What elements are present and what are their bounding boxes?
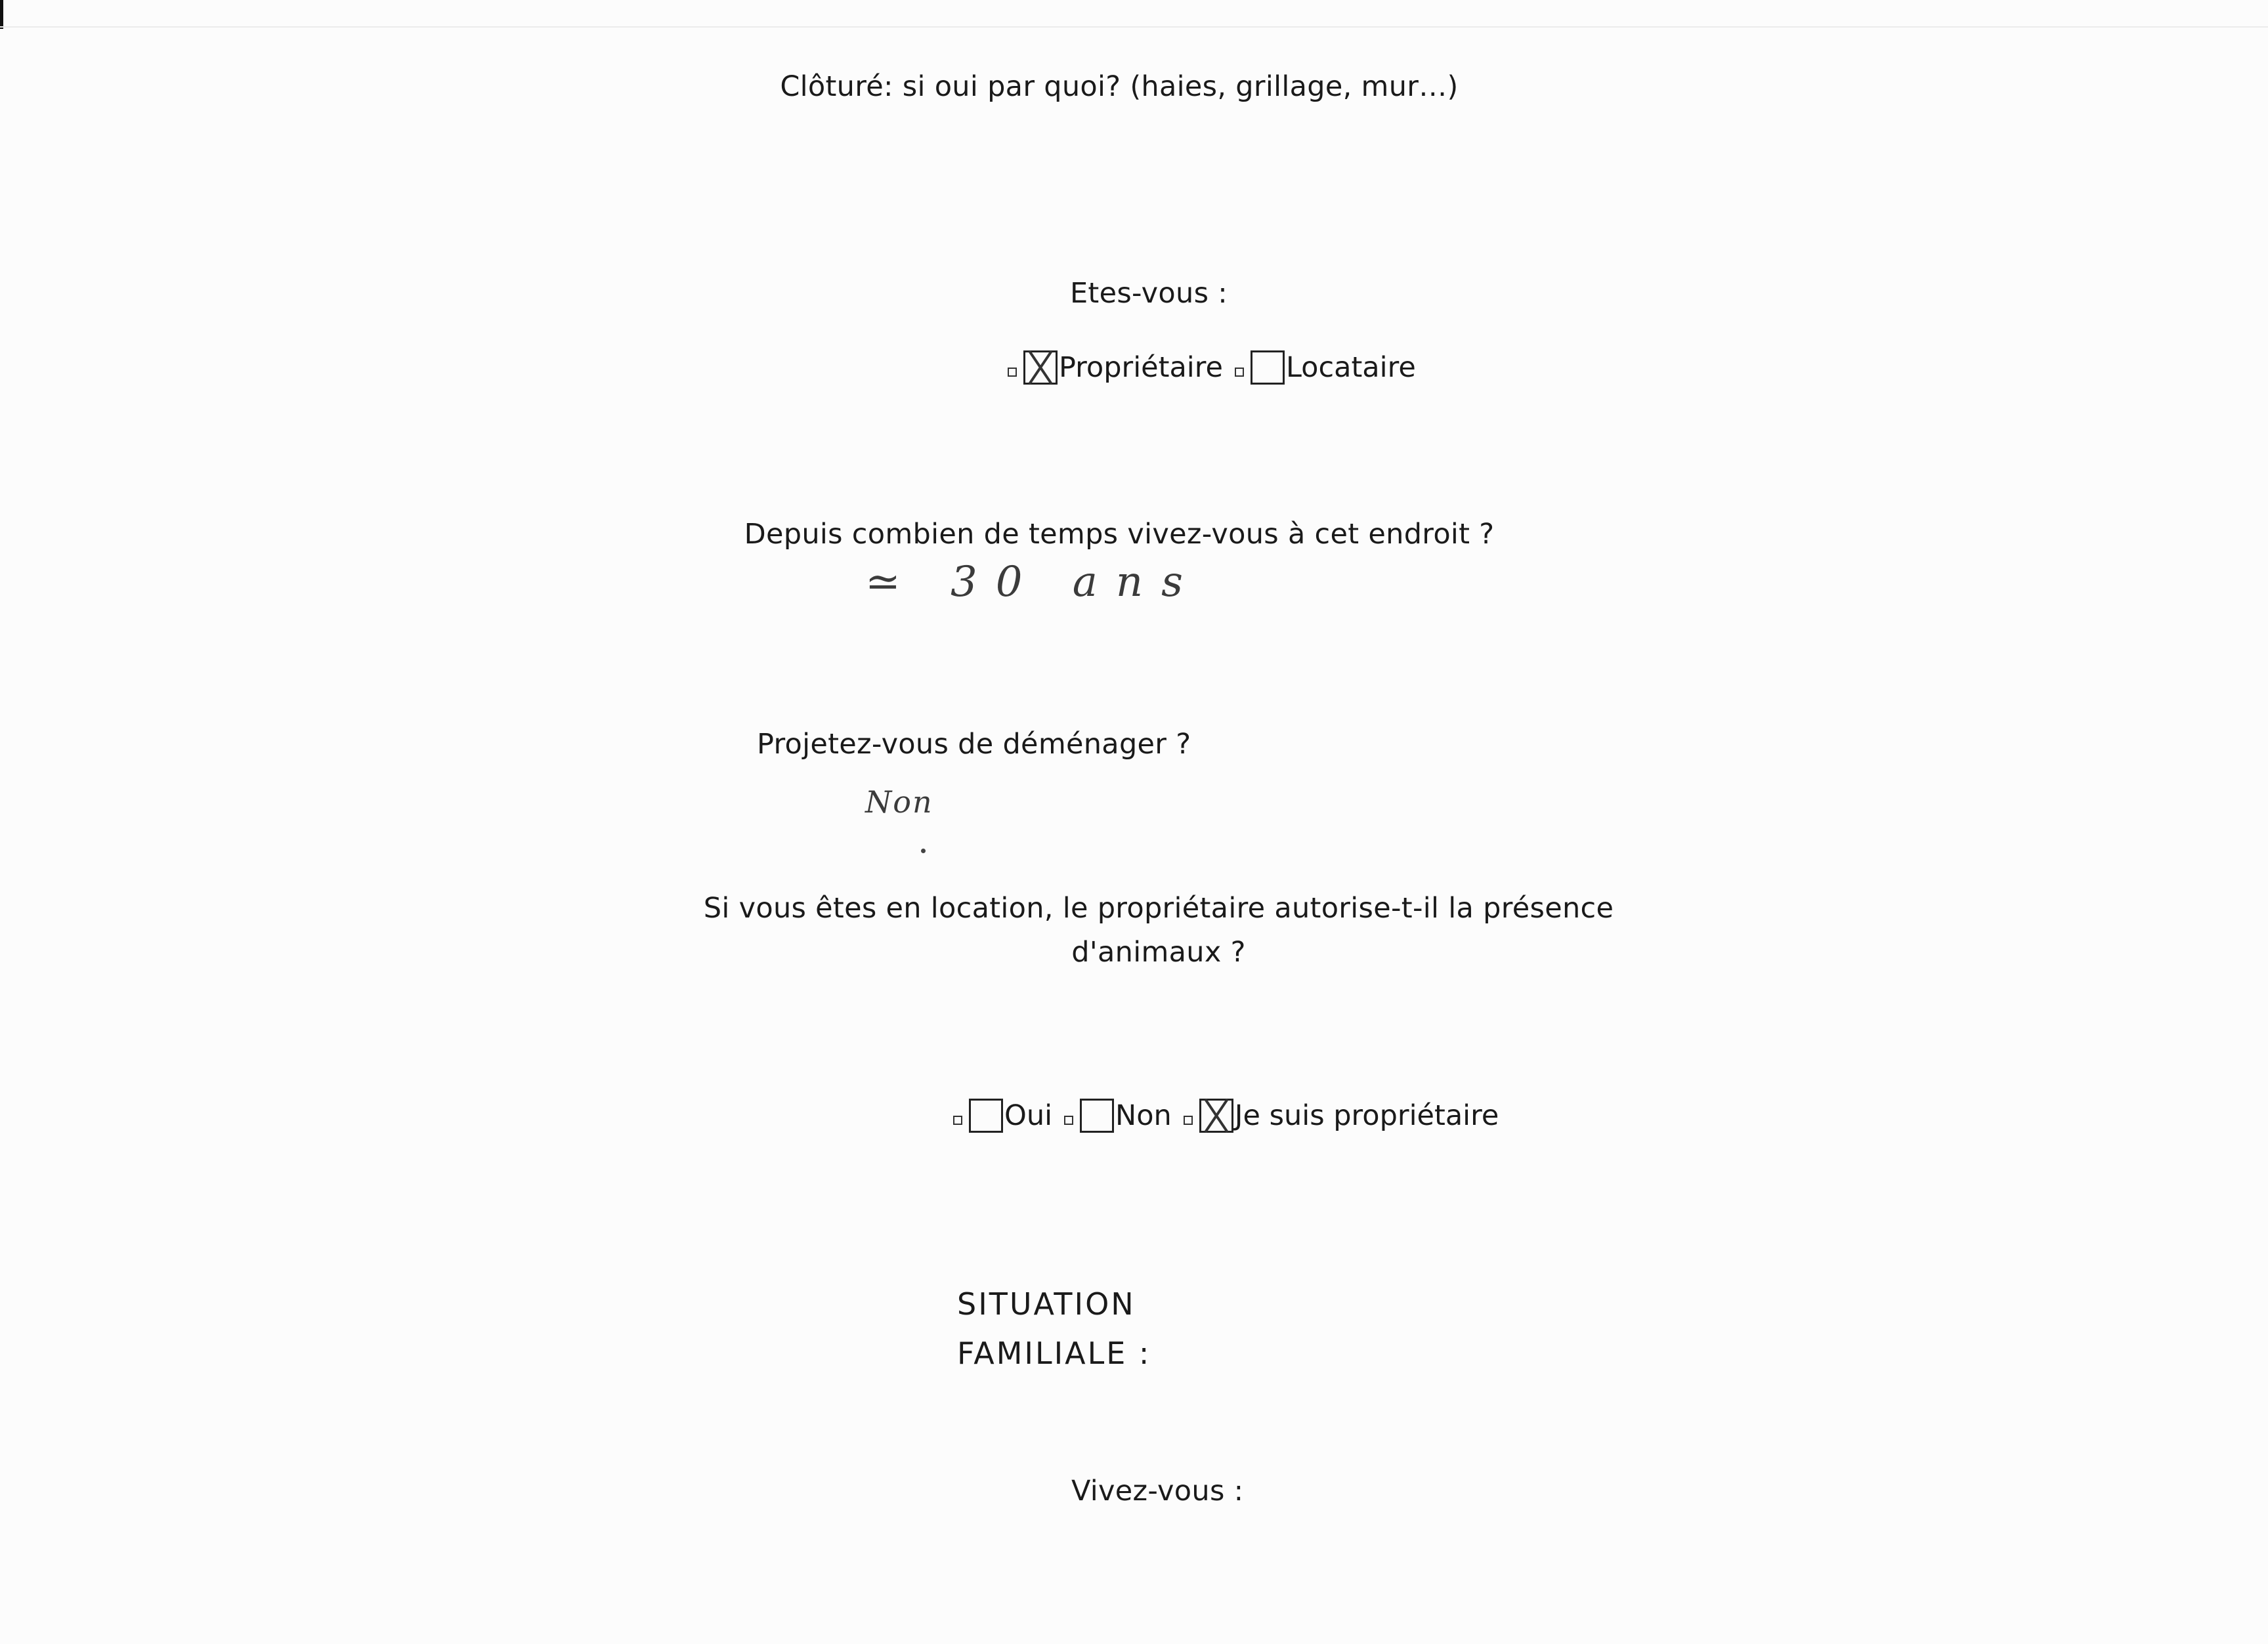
duree-question: Depuis combien de temps vivez-vous à cet endroit ?	[744, 518, 1495, 551]
animaux-options	[953, 1096, 1510, 1135]
animaux-question-line1: Si vous êtes en location, le propriétaire autorise-t-il la présence	[703, 892, 1614, 925]
situation-heading-line2: FAMILIALE :	[957, 1336, 1151, 1371]
option-label-proprietaire: Propriétaire	[1059, 351, 1223, 384]
checkbox-oui[interactable]	[969, 1099, 1003, 1133]
statut-label: Etes-vous :	[1069, 277, 1228, 310]
scan-edge-mark	[0, 0, 3, 29]
demenagement-handwritten-answer: Non	[865, 784, 933, 820]
option-label-je-suis-proprietaire: Je suis propriétaire	[1234, 1099, 1499, 1132]
checkbox-je-suis-proprietaire[interactable]	[1199, 1099, 1233, 1133]
bullet-icon	[1184, 1116, 1193, 1125]
demenagement-question: Projetez-vous de déménager ?	[757, 728, 1191, 761]
option-label-non: Non	[1115, 1099, 1172, 1132]
animaux-question-line2: d'animaux ?	[1071, 936, 1246, 969]
situation-heading-line1: SITUATION	[957, 1286, 1136, 1322]
cloture-question: Clôturé: si oui par quoi? (haies, grillage, mur…)	[780, 70, 1459, 103]
ink-speck	[921, 849, 926, 853]
duree-handwritten-answer: ≃ 30 ans	[865, 558, 1201, 606]
checkbox-non[interactable]	[1080, 1099, 1114, 1133]
option-label-oui: Oui	[1004, 1099, 1053, 1132]
statut-options	[1008, 348, 1428, 387]
vivez-vous-label: Vivez-vous :	[1071, 1475, 1244, 1507]
bullet-icon	[953, 1116, 962, 1125]
bullet-icon	[1235, 368, 1244, 377]
checkbox-locataire[interactable]	[1251, 350, 1285, 385]
bullet-icon	[1064, 1116, 1073, 1125]
bullet-icon	[1008, 368, 1017, 377]
page-top-edge	[0, 26, 2268, 28]
checkbox-proprietaire[interactable]	[1023, 350, 1058, 385]
option-label-locataire: Locataire	[1285, 351, 1416, 384]
